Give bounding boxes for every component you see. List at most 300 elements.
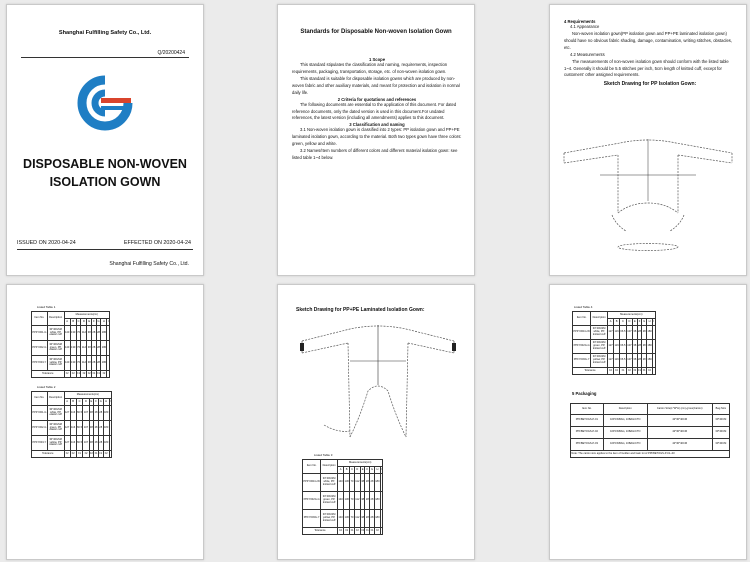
cell: 28 [96,356,101,371]
header-col: G [96,319,101,326]
cell: ±2 [70,451,76,458]
cell: 28 [92,341,97,356]
cell-item: PPFY001-G [32,326,48,341]
measurement-table-3 [302,459,383,535]
cell: ±2 [374,528,380,535]
cell: ±1 [642,368,647,375]
cell-desc: 30"40GSM yellow, PP, elastic cuff [47,436,64,451]
measurement-table-1 [31,311,110,378]
table-row [303,510,383,528]
header-col: E [89,399,94,406]
cell: 28 [370,510,375,528]
cell: 180 [101,341,107,356]
header-col: A [608,319,614,326]
packaging-page [549,284,747,560]
cell [109,451,112,458]
header-item-no: Item No. [573,312,591,326]
table-row [303,492,383,510]
cell: 28 [94,421,99,436]
cell: ±1 [370,528,375,535]
header-col: G [642,319,647,326]
tolerance-label: Tolerance [32,371,65,378]
header-measurements: Measurements(cm) [64,312,109,319]
scope-paragraph-1: This standard stipulates the classification and naming, requirements, inspection requirements, packaging, transportation, storage, etc. of non-woven isolation gown. [292,62,448,74]
cell: 66.5 [76,421,83,436]
header-col: B [614,319,620,326]
table-row [573,326,656,340]
tolerance-row [573,368,656,375]
table-row [573,340,656,354]
cell: 66.5 [620,340,627,354]
packaging-heading: 5 Packaging [572,391,597,396]
cell: 28 [365,510,370,528]
tables-page [6,284,204,560]
tolerance-row [303,528,383,535]
cell: ±1 [76,371,81,378]
cell [653,326,656,340]
company-logo-icon [77,75,133,131]
table-header-row [32,312,110,319]
cell: 127 [608,354,614,368]
header-col: H [103,399,109,406]
cell: ±2 [632,368,637,375]
cell-desc: 30"40GSM green, PP, elastic cuff [47,341,64,356]
cell: 38 [632,354,637,368]
header-description: Description [47,392,64,406]
header-description: Description [47,312,64,326]
header-col: G [370,467,375,474]
header-item-no: Item No. [32,392,48,406]
measurements-heading: 4.2 Measurements [570,51,605,57]
cell: ±1 [94,451,99,458]
cell: 28 [94,406,99,421]
cell [109,436,112,451]
table2-label: Listed Table 2 [37,385,56,389]
table-header-row [32,392,112,399]
table-header-row [303,460,383,467]
criteria-paragraph: The following documents are essential to the application of this document. For dated reference documents, only the dated version is used in this document.For undated references, the latest version (including all amendments) applies to this document. [292,101,457,121]
table3-label: Listed Table 3 [314,453,333,457]
cover-divider-top [21,57,189,58]
cell-item: PPFY001-G [32,406,48,421]
cell-desc: 30"40GSM white, PP, knitted cuff [591,326,608,340]
cell: 38 [89,406,94,421]
cell: 28 [642,326,647,340]
cell: 28 [98,406,103,421]
cell: 107 [83,406,89,421]
table-row [32,436,112,451]
cell-desc: 10PCS/BAG, 10BAG/CTN [603,427,647,439]
pp-gown-sketch-icon [560,133,736,257]
cell: 107 [626,354,632,368]
cover-footer-company: Shanghai Fulfilling Safety Co., Ltd. [109,261,189,267]
cell: ±2 [81,371,87,378]
cell: 127 [608,326,614,340]
cell: 130 [344,510,350,528]
cell: 42*30*40CM [647,439,712,451]
cell: 28 [92,356,97,371]
table-row [571,427,730,439]
cell: ±2 [64,371,70,378]
table-header-row [571,404,730,415]
cell-item: PPFY003-Y [32,436,48,451]
table-row [32,356,110,371]
cell: ±2 [647,368,653,375]
cell: ±1 [350,528,355,535]
section-classification-heading: 3 Classification and naming [349,122,405,128]
packaging-table [570,403,730,458]
cell [380,492,383,510]
cell: ±2 [70,371,76,378]
cell-item: PPFY003-Y [32,356,48,371]
header-col: D [81,319,87,326]
cell: 127 [64,406,70,421]
cell: 38 [632,340,637,354]
cuff-mark [300,343,304,351]
cell: 130 [70,356,76,371]
cell-item: PPFBETOGS-P-01 [571,415,604,427]
cell: 127 [64,436,70,451]
table-row [32,326,110,341]
header-col: C [76,319,81,326]
cell [107,356,110,371]
cell: ±2 [626,368,632,375]
requirements-body [564,19,736,87]
cover-divider-bottom [17,249,193,250]
section-scope-heading: 1 Scope [368,57,386,62]
header-measurements: Measurements(cm) [608,312,656,319]
cell: 70 [76,326,81,341]
cell: 112 [81,356,87,371]
cover-title-line1: DISPOSABLE NON-WOVEN [23,157,187,171]
table-row [32,406,112,421]
section-criteria-heading: 2 Criteria for quotations and references [337,96,417,102]
cell: 127 [608,340,614,354]
cell: ±1 [96,371,101,378]
table1-label: Listed Table 1 [37,305,56,309]
cell: 28 [370,492,375,510]
cell: 28 [94,436,99,451]
cell-item: PPFBETOGS-P-02 [571,427,604,439]
cell: ±1 [92,371,97,378]
cell [380,510,383,528]
cell: 180 [103,421,109,436]
cell: 66.5 [76,406,83,421]
table-row [303,474,383,492]
cell: 130 [344,492,350,510]
cell: 140 [338,474,344,492]
cell: 28 [365,492,370,510]
cell-item: PPFY002G-G [573,340,591,354]
cell: 70 [350,492,355,510]
header-col: F [365,467,370,474]
requirements-heading: 4 Requirements [564,19,596,24]
header-col: G [98,399,103,406]
cell: 116 [70,436,76,451]
cell: ±2 [89,451,94,458]
cell: 180 [101,356,107,371]
cover-title-line2: ISOLATION GOWN [49,175,161,190]
cell-desc: 30"40GSM green, PP, knitted cuff [321,492,338,510]
tolerance-label: Tolerance [32,451,65,458]
cell: 30*40CM [712,427,729,439]
header-item-no: Item No. [303,460,321,474]
cell: 180 [374,474,380,492]
cell: 66.5 [620,354,627,368]
header-col: C [620,319,627,326]
header-col: H [647,319,653,326]
header-col: C [76,399,83,406]
table-row [571,415,730,427]
classification-paragraph-1: 3.1 Non-woven isolation gown is classified into 2 types: PP isolation gown and PP+PE laminated isolation gown, according to the material. Both two types gown have three colors: green, yellow and white. [292,127,462,147]
cell: 38 [360,474,365,492]
cover-title [7,155,203,191]
cell: ±1 [620,368,627,375]
cell: 180 [103,406,109,421]
cell: 70 [350,474,355,492]
cell-desc: 30"40GSM yellow, PP, knitted cuff [591,354,608,368]
cell: ±2 [101,371,107,378]
header-carton-size: Carton Size(L*W*H) (cm)-gross(Carton) [647,404,712,415]
cell-desc: 30"40GSM yellow, PP, knitted cuff [321,510,338,528]
cell: 140 [64,341,70,356]
scope-paragraph-2: This standard is suitable for disposable isolation gowns which are produced by non-woven fabric and other auxiliary materials, and meant for protection and isolation in normal daily life. [292,75,460,95]
header-col: D [354,467,360,474]
measurement-table-4 [572,311,656,375]
cell: 28 [96,326,101,341]
header-col: A [64,399,70,406]
standards-page [277,4,475,276]
table-row [32,421,112,436]
cell: 28 [637,326,642,340]
cell: 180 [647,340,653,354]
header-col: H [374,467,380,474]
cell [109,406,112,421]
cell: 107 [83,421,89,436]
header-col: A [64,319,70,326]
tolerance-label: Tolerance [573,368,608,375]
cell-item: PPFY002G-G [303,492,321,510]
cell: ±1 [637,368,642,375]
header-col: B [70,399,76,406]
cell: 140 [338,492,344,510]
cell: 112 [354,492,360,510]
cell: 42*30*40CM [647,427,712,439]
cell: 112 [81,326,87,341]
cell: 140 [64,356,70,371]
header-col: F [637,319,642,326]
cell-item: PPFY002-G [32,341,48,356]
cell: ±2 [344,528,350,535]
table-row [571,439,730,451]
cell: 107 [626,340,632,354]
cell: 180 [374,492,380,510]
header-col: B [344,467,350,474]
header-col: D [626,319,632,326]
ppe-gown-sketch-icon [298,321,458,449]
cell: 116 [70,406,76,421]
cell-desc: 30"40GSM white, PP, knitted cuff [321,474,338,492]
cell: 28 [370,474,375,492]
cell: 116 [614,326,620,340]
cell: 28 [365,474,370,492]
ppe-page [277,284,475,560]
header-col: I [380,467,383,474]
header-item-no: Item No. [32,312,48,326]
header-description: Description [321,460,338,474]
cell: 38 [360,492,365,510]
cell: 28 [637,340,642,354]
cell: 70 [350,510,355,528]
cell [653,340,656,354]
header-col: E [87,319,92,326]
measurements-paragraph: The measurements of non-woven isolation gown should conform with the listed table 1~4. Generally it should be 5.5 stitches per inch, 5cm length of knitted cuff, except for customers' other assigned requirements. [564,58,729,78]
cell-desc: 30"40GSM white, PP, elastic cuff [47,406,64,421]
cell [380,528,383,535]
cell: 127 [64,421,70,436]
cell: 28 [92,326,97,341]
cell: 38 [87,326,92,341]
table-row [32,341,110,356]
header-col: D [83,399,89,406]
header-measurements: Measurements(cm) [338,460,383,467]
cell: 28 [642,340,647,354]
cell: 116 [70,421,76,436]
standards-body [292,57,462,162]
cell-desc: 30"40GSM green, PP, elastic cuff [47,421,64,436]
cell: 42*30*40CM [647,415,712,427]
cell: 180 [103,436,109,451]
header-item-no: Item No. [571,404,604,415]
cell-item: PPFY001G-W [573,326,591,340]
cell: 38 [89,436,94,451]
cell: ±2 [64,451,70,458]
cell: ±2 [87,371,92,378]
cell: ±2 [103,451,109,458]
cell-desc: 30"40GSM green, PP, knitted cuff [591,340,608,354]
cell: 38 [87,341,92,356]
table-row [573,354,656,368]
cell: 116 [614,354,620,368]
cell: 70 [76,341,81,356]
cell: 30*40CM [712,439,729,451]
pp-sketch-title: Sketch Drawing for PP Isolation Gown: [603,81,697,88]
cell: 28 [96,341,101,356]
measurement-table-2 [31,391,112,458]
header-description: Description [591,312,608,326]
effected-date: EFFECTED ON 2020-04-24 [123,240,191,246]
cell: 116 [614,340,620,354]
cuff-mark [452,343,456,351]
appearance-paragraph: Non-woven isolation gown(PP isolation gown and PP+PE laminated isolation gown) should have no obvious fabric shading, damage, contamination, writing stitches, obstacles, etc. [564,30,733,50]
ppe-sketch-title: Sketch Drawing for PP+PE Laminated Isolation Gown: [296,307,425,313]
cell-desc: 30"40GSM yellow, PP, elastic cuff [47,356,64,371]
cell: 38 [632,326,637,340]
cell: 28 [642,354,647,368]
tolerance-row [32,371,110,378]
cell-item: PPFBETOGS-P-03 [571,439,604,451]
cell-item: PPFY003G-Y [303,510,321,528]
cell: 180 [647,326,653,340]
cell [107,371,110,378]
header-description: Description [603,404,647,415]
cell: ±1 [98,451,103,458]
issued-date: ISSUED ON 2020-04-24 [17,240,76,246]
cell: 140 [64,326,70,341]
header-col: H [101,319,107,326]
note-row [571,451,730,458]
cell [107,341,110,356]
cell [109,421,112,436]
cell: ±2 [614,368,620,375]
cell: ±1 [365,528,370,535]
cell [107,326,110,341]
cover-company: Shanghai Fulfilling Safety Co., Ltd. [58,30,152,36]
cell: ±2 [338,528,344,535]
cell: 28 [637,354,642,368]
cell-item: PPFY001G-W [303,474,321,492]
cell-item: PPFY003G-Y [573,354,591,368]
cell-item: PPFY002-G [32,421,48,436]
header-col: E [360,467,365,474]
tolerance-row [32,451,112,458]
standards-title: Standards for Disposable Non-woven Isolation Gown [300,29,452,35]
cell [653,368,656,375]
header-bag-size: Bag Size [712,404,729,415]
cell-desc: 10PCS/BAG, 10BAG/CTN [603,439,647,451]
cell [653,354,656,368]
cell: 112 [354,510,360,528]
cell: 70 [76,356,81,371]
cell: 38 [89,421,94,436]
cell: ±2 [83,451,89,458]
cell: 180 [647,354,653,368]
cell: ±2 [608,368,614,375]
header-col: E [632,319,637,326]
header-col: I [653,319,656,326]
cell: 180 [101,326,107,341]
cell: ±2 [354,528,360,535]
cell: 112 [354,474,360,492]
cell: 130 [344,474,350,492]
cell: 38 [360,510,365,528]
header-col: B [70,319,76,326]
tolerance-label: Tolerance [303,528,338,535]
cell: 38 [87,356,92,371]
cell: 30*40CM [712,415,729,427]
packaging-note: Note: The carton size applies to the item of Golden and Gain lot of PPFBETOGS-P-01~03 [571,451,730,458]
header-col: I [107,319,110,326]
cell: 66.5 [76,436,83,451]
cell [380,474,383,492]
cell: 180 [374,510,380,528]
header-col: A [338,467,344,474]
standard-code: Q/20200424 [157,50,185,56]
cell: 28 [98,421,103,436]
table4-label: Listed Table 4 [574,305,593,309]
cell: 107 [626,326,632,340]
cell: 107 [83,436,89,451]
cell: 140 [338,510,344,528]
cell: 112 [81,341,87,356]
cell: ±1 [76,451,83,458]
header-col: C [350,467,355,474]
cell-desc: 30"40GSM white, PP, elastic cuff [47,326,64,341]
classification-paragraph-2: 3.2 Names/Item numbers of different colors and different material isolation gown: see listed table 1~4 below. [292,148,458,161]
header-col: F [94,399,99,406]
appearance-heading: 4.1 Appearance [570,24,600,29]
cover-page [6,4,204,276]
